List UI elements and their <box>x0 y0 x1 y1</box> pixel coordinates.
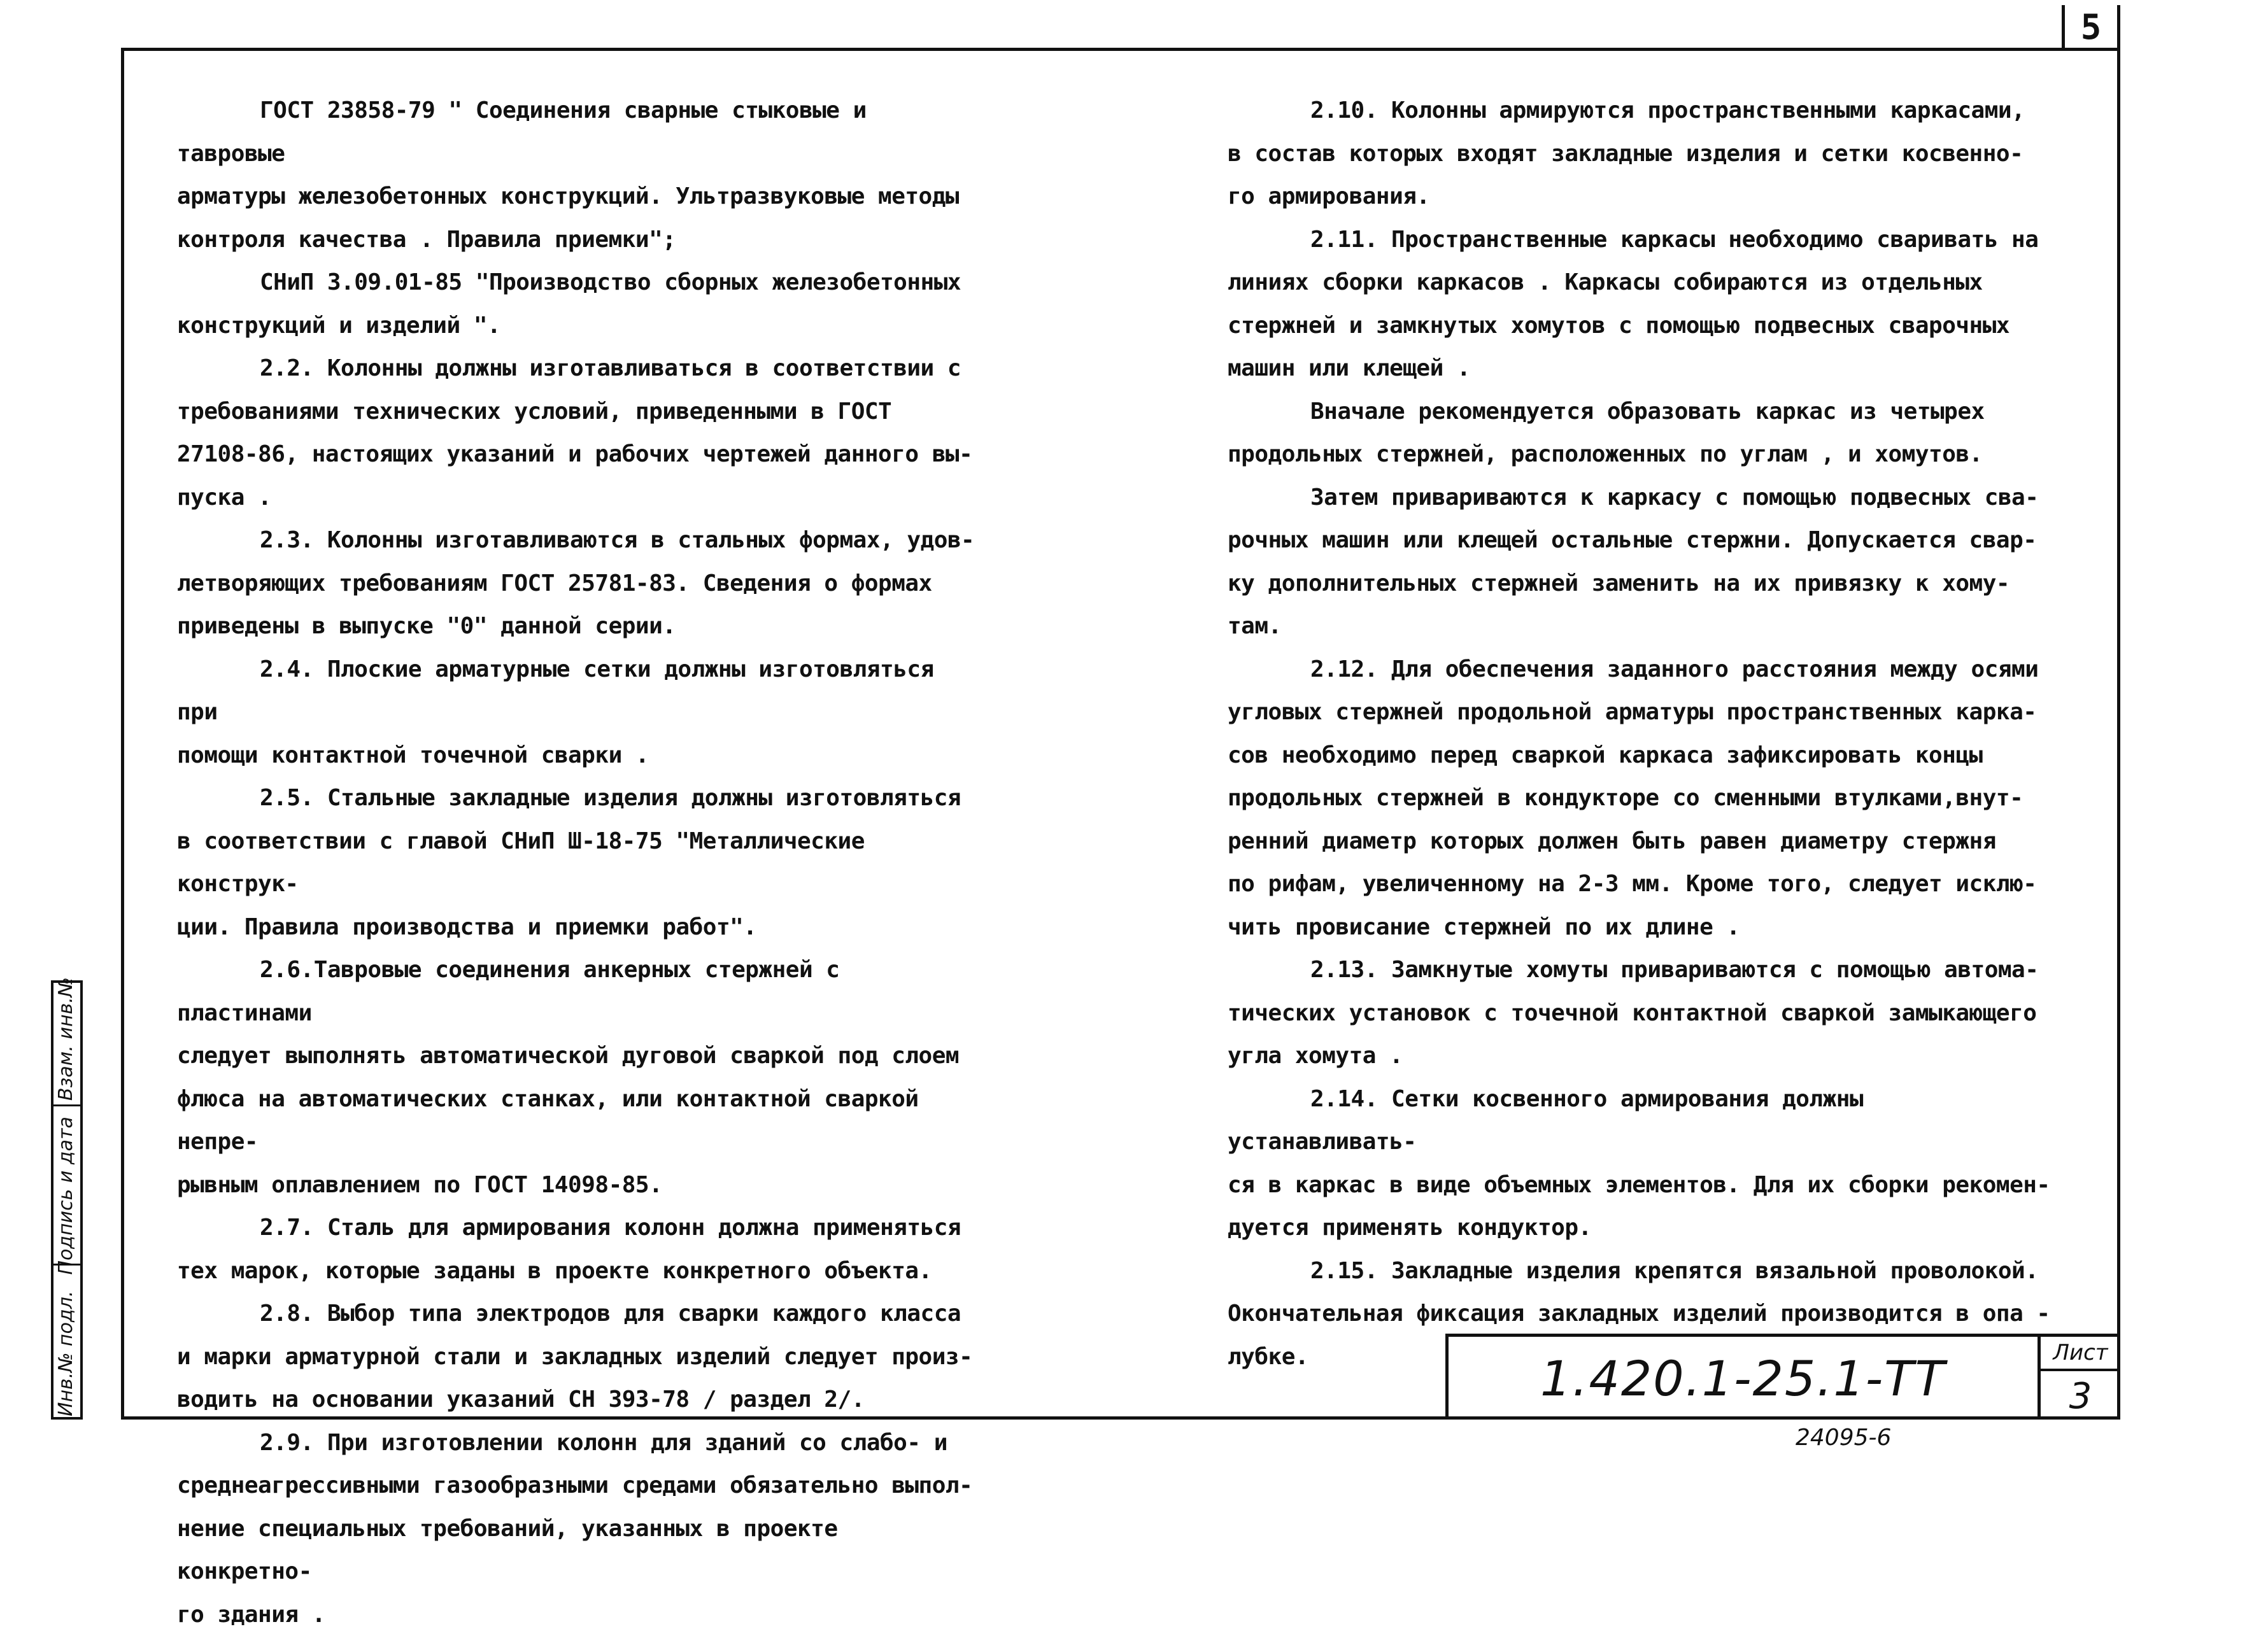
paragraph: 2.4. Плоские арматурные сетки должны изготовляться при помощи контактной точечной сварки . <box>177 648 979 777</box>
paragraph: СНиП 3.09.01-85 "Производство сборных железобетонных конструкций и изделий ". <box>177 261 979 347</box>
paragraph: 2.2. Колонны должны изготавливаться в соответствии с требованиями технических условий, приведенными в ГОСТ 27108-86, настоящих указаний и рабочих чертежей данного вы- пуска . <box>177 347 979 519</box>
sheet-value: 3 <box>2041 1371 2120 1422</box>
paragraph: 2.15. Закладные изделия крепятся вязальной проволокой. Окончательная фиксация закладных изделий производится в опа - лубке. <box>1228 1250 2055 1379</box>
paragraph: 2.12. Для обеспечения заданного расстояния между осями угловых стержней продольной арматуры пространственных карка- сов необходимо перед сваркой каркаса зафиксировать концы продольных стержней в кондукторе со сменными втулками,внут- ренний диаметр которых должен быть равен диаметру стержня по рифам, увеличенному на 2-3 мм. Кроме того, следует исклю- чить провисание стержней по их длине . <box>1228 648 2055 949</box>
footer-number: 24095-6 <box>1796 1425 1891 1451</box>
paragraph: 2.13. Замкнутые хомуты привариваются с помощью автома- тических установок с точечной контактной сваркой замыкающего угла хомута . <box>1228 948 2055 1078</box>
paragraph: 2.14. Сетки косвенного армирования должны устанавливать- ся в каркас в виде объемных элементов. Для их сборки рекомен- дуется применять кондуктор. <box>1228 1078 2055 1250</box>
paragraph: 2.10. Колонны армируются пространственными каркасами, в состав которых входят закладные изделия и сетки косвенно- го армирования. <box>1228 89 2055 218</box>
signature-date-label: Подпись и дата <box>55 1117 77 1275</box>
right-text-column <box>1228 89 2055 1378</box>
paragraph: 2.8. Выбор типа электродов для сварки каждого класса и марки арматурной стали и закладных изделий следует произ- водить на основании указаний СН 393-78 / раздел 2/. <box>177 1292 979 1421</box>
paragraph: 2.3. Колонны изготавливаются в стальных формах, удов- летворяющих требованиям ГОСТ 25781-83. Сведения о формах приведены в выпуске "0" данной серии. <box>177 519 979 648</box>
inv-podl-label: Инв.№ подл. <box>55 1291 77 1416</box>
paragraph: ГОСТ 23858-79 " Соединения сварные стыковые и тавровые арматуры железобетонных конструкций. Ультразвуковые методы контроля качества . Правила приемки"; <box>177 89 979 261</box>
page-number: 5 <box>2062 5 2120 50</box>
side-stamp-labels <box>55 977 77 1416</box>
left-text-column <box>177 89 979 1636</box>
paragraph: 2.7. Сталь для армирования колонн должна применяться тех марок, которые заданы в проекте конкретного объекта. <box>177 1206 979 1292</box>
document-designation: 1.420.1-25.1-ТТ <box>1445 1334 2038 1420</box>
vzam-inv-label: Взам. инв.№ <box>55 977 77 1101</box>
paragraph: 2.6.Тавровые соединения анкерных стержней с пластинами следует выполнять автоматической дуговой сваркой под слоем флюса на автоматических станках, или контактной сваркой непре- рывным оплавлением по ГОСТ 14098-85. <box>177 948 979 1206</box>
paragraph: 2.9. При изготовлении колонн для зданий со слабо- и среднеагрессивными газообразными средами обязательно выпол- нение специальных требований, указанных в проекте конкретно- го здания . <box>177 1421 979 1636</box>
paragraph: Вначале рекомендуется образовать каркас из четырех продольных стержней, расположенных по углам , и хомутов. <box>1228 390 2055 476</box>
paragraph: 2.5. Стальные закладные изделия должны изготовляться в соответствии с главой СНиП Ш-18-75 "Металлические конструк- ции. Правила производства и приемки работ". <box>177 777 979 948</box>
paragraph: 2.11. Пространственные каркасы необходимо сваривать на линиях сборки каркасов . Каркасы собираются из отдельных стержней и замкнутых хомутов с помощью подвесных сварочных машин или клещей . <box>1228 218 2055 390</box>
sheet-box <box>2038 1334 2120 1420</box>
sheet-label: Лист <box>2041 1337 2120 1371</box>
paragraph: Затем привариваются к каркасу с помощью подвесных сва- рочных машин или клещей остальные стержни. Допускается свар- ку дополнительных стержней заменить на их привязку к хому- там. <box>1228 476 2055 648</box>
